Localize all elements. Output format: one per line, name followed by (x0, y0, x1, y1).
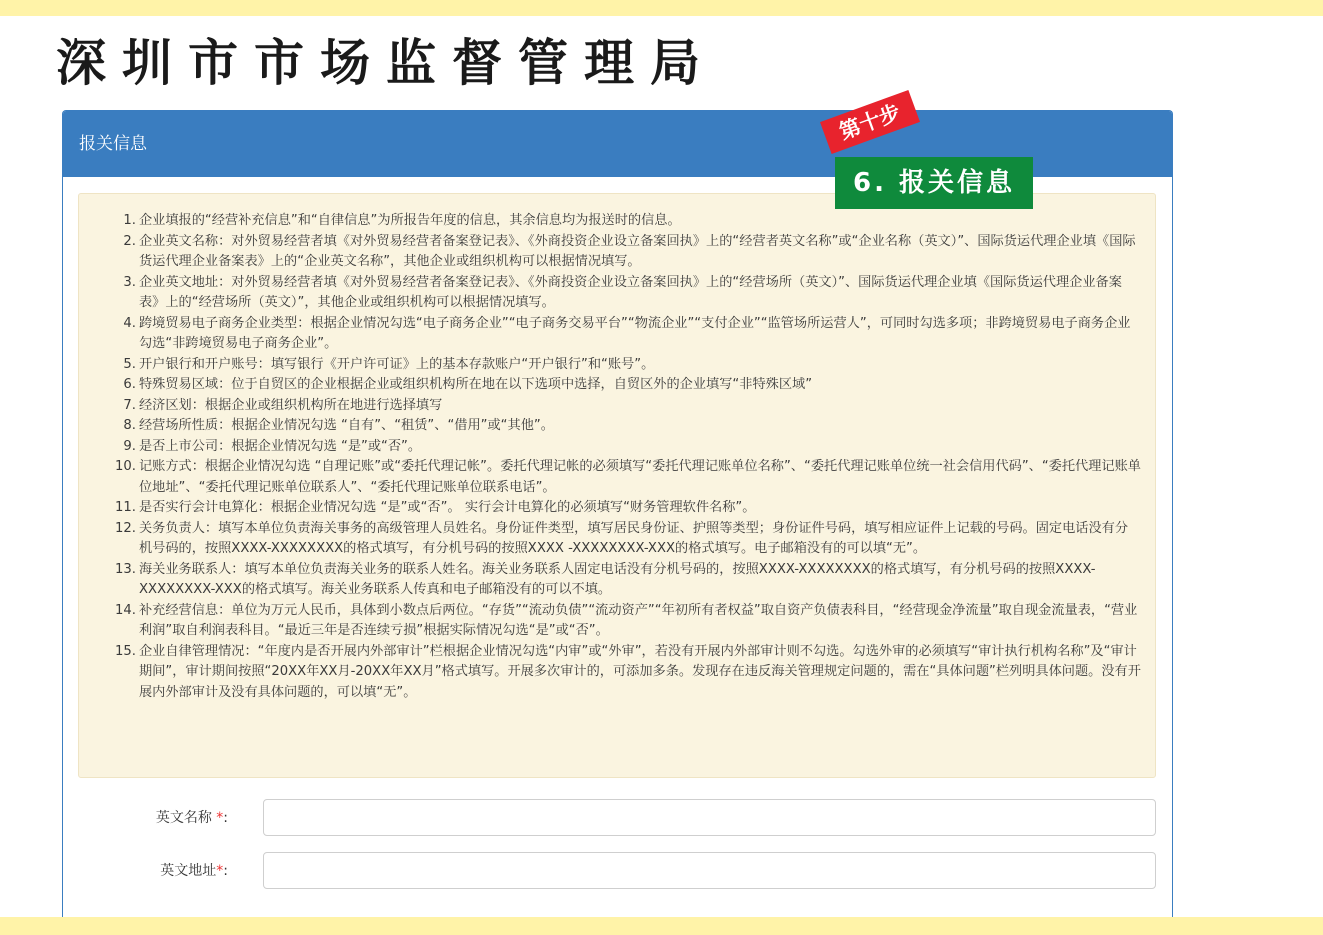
top-decorative-band (0, 0, 1323, 16)
english-address-row (62, 852, 1173, 892)
label-colon: : (223, 810, 228, 826)
instruction-item: 4. 跨境贸易电子商务企业类型：根据企业情况勾选“电子商务企业”“电子商务交易平台”“物流企业”“支付企业”“监管场所运营人”，可同时勾选多项；非跨境贸易电子商务企业勾选“非跨境贸易电子商务企业”。 (121, 314, 1141, 355)
agency-title: 深圳市市场监督管理局 (56, 34, 716, 92)
instruction-item: 2. 企业英文名称：对外贸易经营者填《对外贸易经营者备案登记表》、《外商投资企业设立备案回执》上的“经营者英文名称”或“企业名称（英文）”、国际货运代理企业填《国际货运代理企业备案表》上的“企业英文名称”，其他企业或组织机构可以根据情况填写。 (121, 232, 1141, 273)
instruction-item: 9. 是否上市公司：根据企业情况勾选 “是”或“否”。 (121, 437, 1141, 458)
bottom-decorative-band (0, 917, 1323, 935)
instruction-item: 5. 开户银行和开户账号：填写银行《开户许可证》上的基本存款账户“开户银行”和“账号”。 (121, 355, 1141, 376)
english-address-label-text: 英文地址 (160, 863, 217, 879)
instruction-item: 13. 海关业务联系人：填写本单位负责海关业务的联系人姓名。海关业务联系人固定电话没有分机号码的，按照XXXX-XXXXXXXX的格式填写，有分机号码的按照XXXX-XXXXXXXX-XXX的格式填写。海关业务联系人传真和电子邮箱没有的可以不填。 (121, 560, 1141, 601)
instructions-notice (78, 193, 1156, 778)
instruction-item: 3. 企业英文地址：对外贸易经营者填《对外贸易经营者备案登记表》、《外商投资企业设立备案回执》上的“经营场所（英文）”、国际货运代理企业填《国际货运代理企业备案表》上的“经营场所（英文）”，其他企业或组织机构可以根据情况填写。 (121, 273, 1141, 314)
required-mark: * (216, 863, 224, 879)
instruction-item: 12. 关务负责人：填写本单位负责海关事务的高级管理人员姓名。身份证件类型，填写居民身份证、护照等类型；身份证件号码，填写相应证件上记载的号码。固定电话没有分机号码的，按照XXXX-XXXXXXXX的格式填写，有分机号码的按照XXXX -XXXXXXXX-XXX的格式填写。电子邮箱没有的可以填“无”。 (121, 519, 1141, 560)
instruction-item: 10. 记账方式：根据企业情况勾选 “自理记账”或“委托代理记帐”。委托代理记帐的必须填写“委托代理记账单位名称”、“委托代理记账单位统一社会信用代码”、“委托代理记账单位地址”、“委托代理记账单位联系人”、“委托代理记账单位联系电话”。 (121, 457, 1141, 498)
english-name-row (62, 799, 1173, 839)
english-name-input[interactable] (263, 799, 1156, 836)
english-address-label (160, 852, 228, 890)
instruction-item: 15. 企业自律管理情况：“年度内是否开展内外部审计”栏根据企业情况勾选“内审”或“外审”，若没有开展内外部审计则不勾选。勾选外审的必须填写“审计执行机构名称”及“审计期间”，审计期间按照“20XX年XX月-20XX年XX月”格式填写。开展多次审计的，可添加多条。发现存在违反海关管理规定问题的，需在“具体问题”栏列明具体问题。没有开展内外部审计及没有具体问题的，可以填“无”。 (121, 642, 1141, 704)
instructions-list (121, 211, 1141, 703)
instruction-item: 1. 企业填报的“经营补充信息”和“自律信息”为所报告年度的信息，其余信息均为报送时的信息。 (121, 211, 1141, 232)
instruction-item: 7. 经济区划：根据企业或组织机构所在地进行选择填写 (121, 396, 1141, 417)
step-tag: 第十步 (820, 90, 920, 154)
instruction-item: 14. 补充经营信息：单位为万元人民币，具体到小数点后两位。“存货”“流动负债”“流动资产”“年初所有者权益”取自资产负债表科目，“经营现金净流量”取自现金流量表，“营业利润”取自利润表科目。“最近三年是否连续亏损”根据实际情况勾选“是”或“否”。 (121, 601, 1141, 642)
instruction-item: 8. 经营场所性质：根据企业情况勾选 “自有”、“租赁”、“借用”或“其他”。 (121, 416, 1141, 437)
panel-title: 报关信息 (79, 134, 147, 154)
english-address-input[interactable] (263, 852, 1156, 889)
required-mark: * (216, 810, 224, 826)
instruction-item: 11. 是否实行会计电算化：根据企业情况勾选 “是”或“否”。 实行会计电算化的必须填写“财务管理软件名称”。 (121, 498, 1141, 519)
english-name-label-text: 英文名称 (155, 810, 212, 826)
english-name-label (156, 799, 228, 837)
label-colon: : (223, 863, 228, 879)
step-badge: 6. 报关信息 (835, 157, 1033, 209)
instruction-item: 6. 特殊贸易区域：位于自贸区的企业根据企业或组织机构所在地在以下选项中选择，自贸区外的企业填写“非特殊区域” (121, 375, 1141, 396)
